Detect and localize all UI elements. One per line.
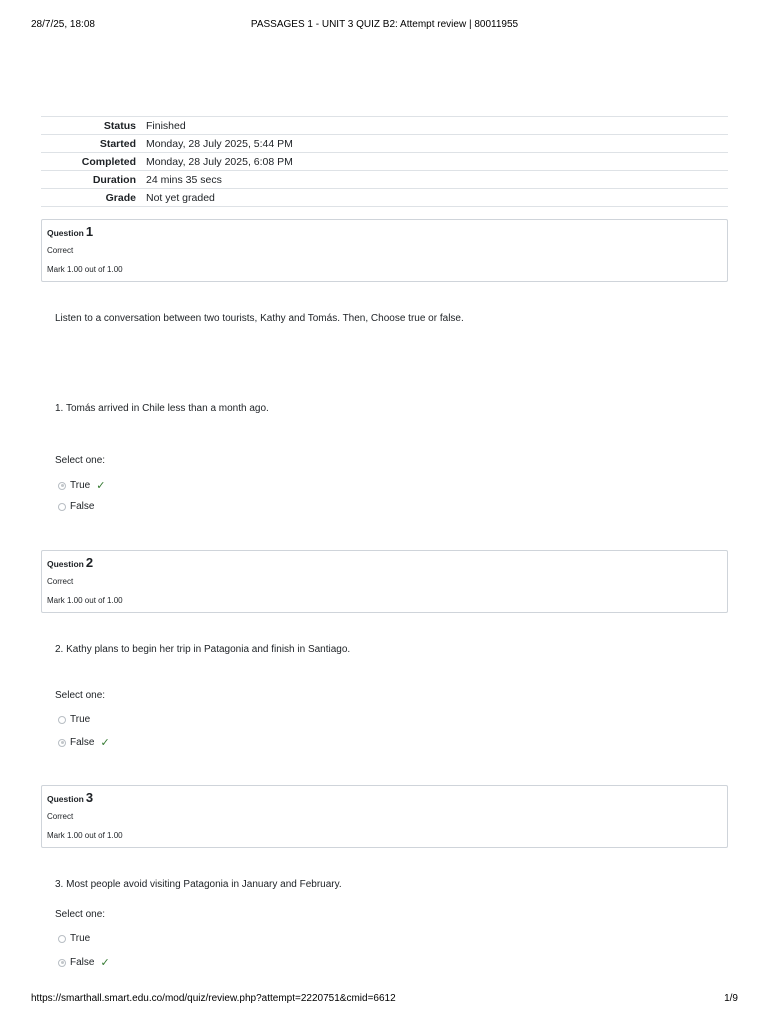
option-label: False xyxy=(70,957,95,968)
summary-row-started xyxy=(41,135,728,153)
question-info-3 xyxy=(41,785,728,848)
question-word: Question xyxy=(47,794,84,804)
question-number-value: 2 xyxy=(85,555,94,570)
option-label: True xyxy=(70,480,91,491)
radio-icon[interactable] xyxy=(58,959,66,967)
question-intro: Listen to a conversation between two tourists, Kathy and Tomás. Then, Choose true or false. xyxy=(55,313,464,324)
question-number xyxy=(47,555,93,570)
radio-icon[interactable] xyxy=(58,739,66,747)
summary-value: Finished xyxy=(141,117,728,135)
check-icon: ✓ xyxy=(100,736,110,749)
check-icon: ✓ xyxy=(100,956,110,969)
question-word: Question xyxy=(47,559,84,569)
answer-option-true[interactable] xyxy=(58,714,90,725)
answer-option-true[interactable] xyxy=(58,933,90,944)
page-url: https://smarthall.smart.edu.co/mod/quiz/review.php?attempt=2220751&cmid=6612 xyxy=(31,993,396,1004)
summary-label: Grade xyxy=(41,189,141,207)
question-word: Question xyxy=(47,228,84,238)
summary-value: Monday, 28 July 2025, 6:08 PM xyxy=(141,153,728,171)
summary-row-status xyxy=(41,117,728,135)
option-label: False xyxy=(70,737,95,748)
summary-label: Duration xyxy=(41,171,141,189)
question-info-2 xyxy=(41,550,728,613)
print-page-title: PASSAGES 1 - UNIT 3 QUIZ B2: Attempt review | 80011955 xyxy=(250,19,519,30)
select-one-prompt: Select one: xyxy=(55,455,106,466)
summary-row-grade xyxy=(41,189,728,207)
question-info-1 xyxy=(41,219,728,282)
option-label: False xyxy=(70,501,95,512)
radio-icon[interactable] xyxy=(58,716,66,724)
question-grade: Mark 1.00 out of 1.00 xyxy=(47,265,123,274)
attempt-summary-table xyxy=(41,116,728,207)
summary-row-duration xyxy=(41,171,728,189)
summary-label: Completed xyxy=(41,153,141,171)
summary-value: Monday, 28 July 2025, 5:44 PM xyxy=(141,135,728,153)
question-number xyxy=(47,790,93,805)
question-state: Correct xyxy=(47,577,74,586)
question-text-3: 3. Most people avoid visiting Patagonia in January and February. xyxy=(55,879,342,890)
question-state: Correct xyxy=(47,812,74,821)
check-icon: ✓ xyxy=(96,479,106,492)
question-grade: Mark 1.00 out of 1.00 xyxy=(47,596,123,605)
print-datetime: 28/7/25, 18:08 xyxy=(31,19,95,30)
answer-option-false[interactable] xyxy=(58,501,94,512)
answer-option-true[interactable] xyxy=(58,479,105,492)
select-one-prompt: Select one: xyxy=(55,909,106,920)
radio-icon[interactable] xyxy=(58,482,66,490)
radio-icon[interactable] xyxy=(58,935,66,943)
radio-icon[interactable] xyxy=(58,503,66,511)
answer-option-false[interactable] xyxy=(58,736,110,749)
question-number-value: 3 xyxy=(85,790,94,805)
question-grade: Mark 1.00 out of 1.00 xyxy=(47,831,123,840)
summary-label: Status xyxy=(41,117,141,135)
summary-value: 24 mins 35 secs xyxy=(141,171,728,189)
answer-option-false[interactable] xyxy=(58,956,110,969)
question-number-value: 1 xyxy=(85,224,94,239)
select-one-prompt: Select one: xyxy=(55,690,106,701)
page-number: 1/9 xyxy=(724,993,738,1004)
question-number xyxy=(47,224,93,239)
summary-row-completed xyxy=(41,153,728,171)
option-label: True xyxy=(70,714,91,725)
summary-label: Started xyxy=(41,135,141,153)
question-state: Correct xyxy=(47,246,74,255)
question-text-1: 1. Tomás arrived in Chile less than a month ago. xyxy=(55,403,269,414)
question-text-2: 2. Kathy plans to begin her trip in Patagonia and finish in Santiago. xyxy=(55,644,351,655)
summary-value: Not yet graded xyxy=(141,189,728,207)
option-label: True xyxy=(70,933,91,944)
